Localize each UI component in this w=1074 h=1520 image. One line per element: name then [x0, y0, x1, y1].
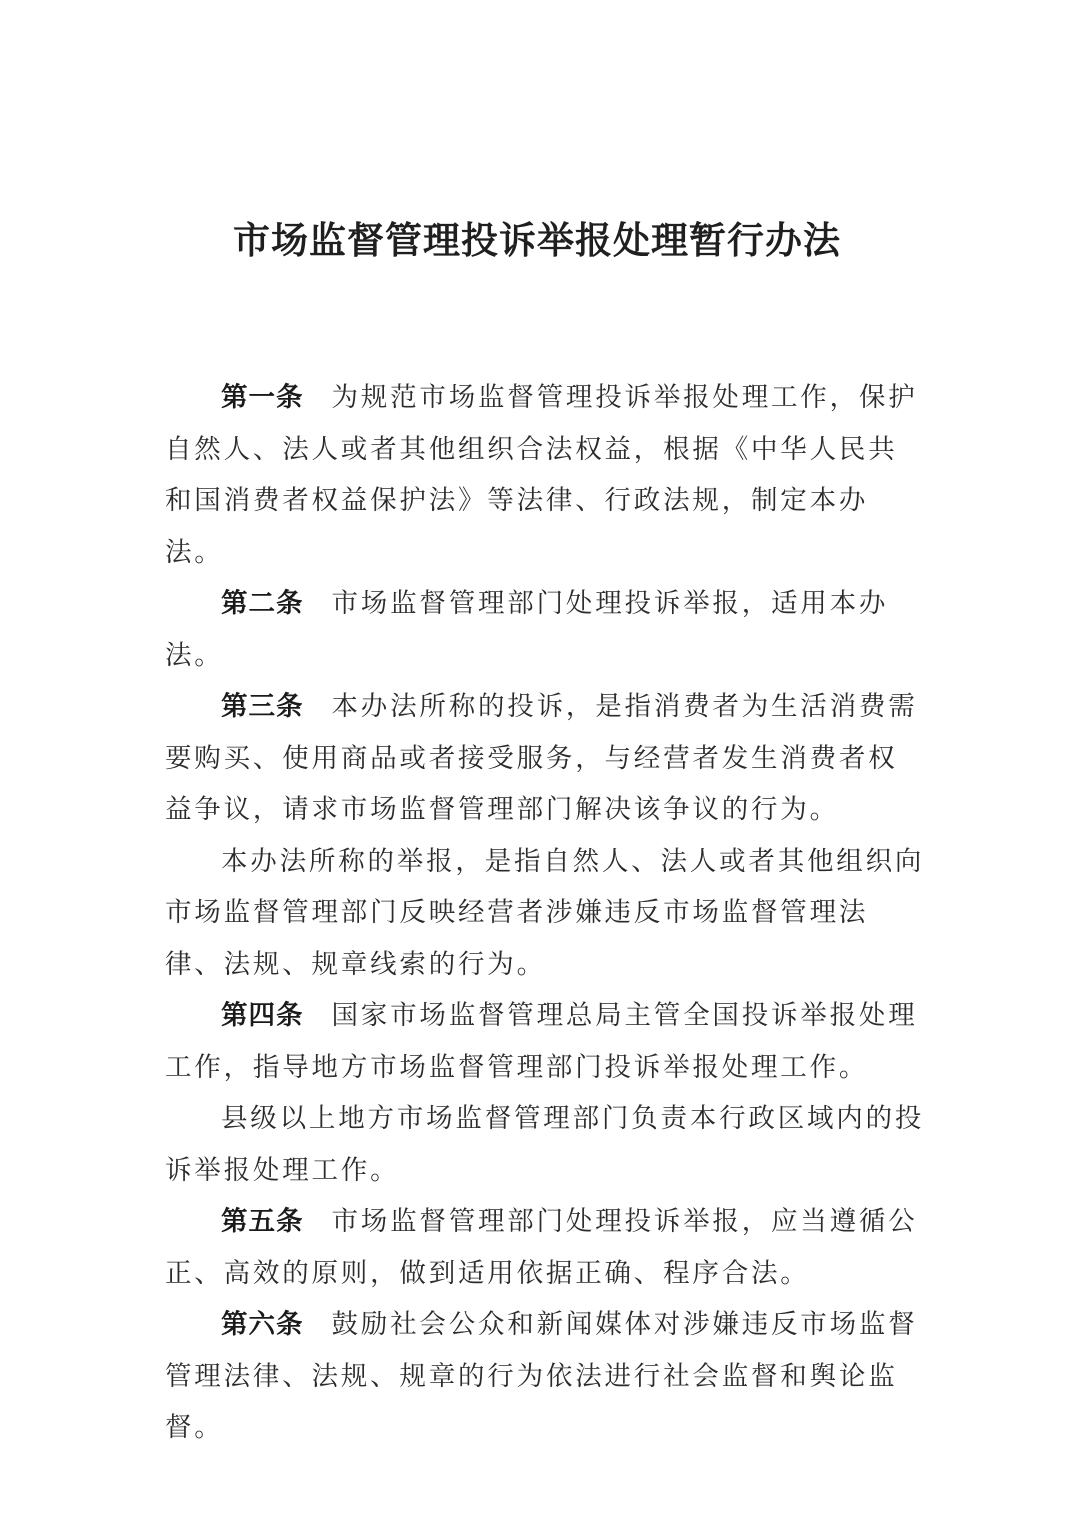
article-label: 第三条: [221, 691, 304, 722]
article-5: [165, 1196, 925, 1299]
article-label: 第六条: [221, 1309, 304, 1340]
article-text: 市场监督管理部门处理投诉举报，适用本办法。: [165, 588, 889, 671]
article-6: [165, 1299, 925, 1454]
article-text: 市场监督管理部门处理投诉举报，应当遵循公正、高效的原则，做到适用依据正确、程序合法。: [165, 1206, 918, 1289]
article-3: [165, 681, 925, 836]
article-3-paragraph-2: [165, 836, 925, 991]
article-text: 鼓励社会公众和新闻媒体对涉嫌违反市场监督管理法律、法规、规章的行为依法进行社会监督和舆论监督。: [165, 1309, 918, 1443]
document-title: 市场监督管理投诉举报处理暂行办法: [233, 218, 841, 262]
article-text: 国家市场监督管理总局主管全国投诉举报处理工作，指导地方市场监督管理部门投诉举报处理工作。: [165, 1000, 918, 1083]
article-text: 县级以上地方市场监督管理部门负责本行政区域内的投诉举报处理工作。: [165, 1103, 925, 1186]
article-label: 第一条: [221, 382, 304, 413]
article-text: 本办法所称的投诉，是指消费者为生活消费需要购买、使用商品或者接受服务，与经营者发生消费者权益争议，请求市场监督管理部门解决该争议的行为。: [165, 691, 918, 825]
article-4: [165, 990, 925, 1093]
article-1: [165, 372, 925, 578]
article-2: [165, 578, 925, 681]
article-text: 为规范市场监督管理投诉举报处理工作，保护自然人、法人或者其他组织合法权益，根据《中华人民共和国消费者权益保护法》等法律、行政法规，制定本办法。: [165, 382, 918, 568]
article-label: 第五条: [221, 1206, 304, 1237]
article-text: 本办法所称的举报，是指自然人、法人或者其他组织向市场监督管理部门反映经营者涉嫌违反市场监督管理法律、法规、规章线索的行为。: [165, 845, 925, 980]
article-label: 第二条: [221, 588, 304, 619]
document-body: [165, 372, 925, 1454]
article-4-paragraph-2: [165, 1093, 925, 1196]
article-label: 第四条: [221, 1000, 304, 1031]
